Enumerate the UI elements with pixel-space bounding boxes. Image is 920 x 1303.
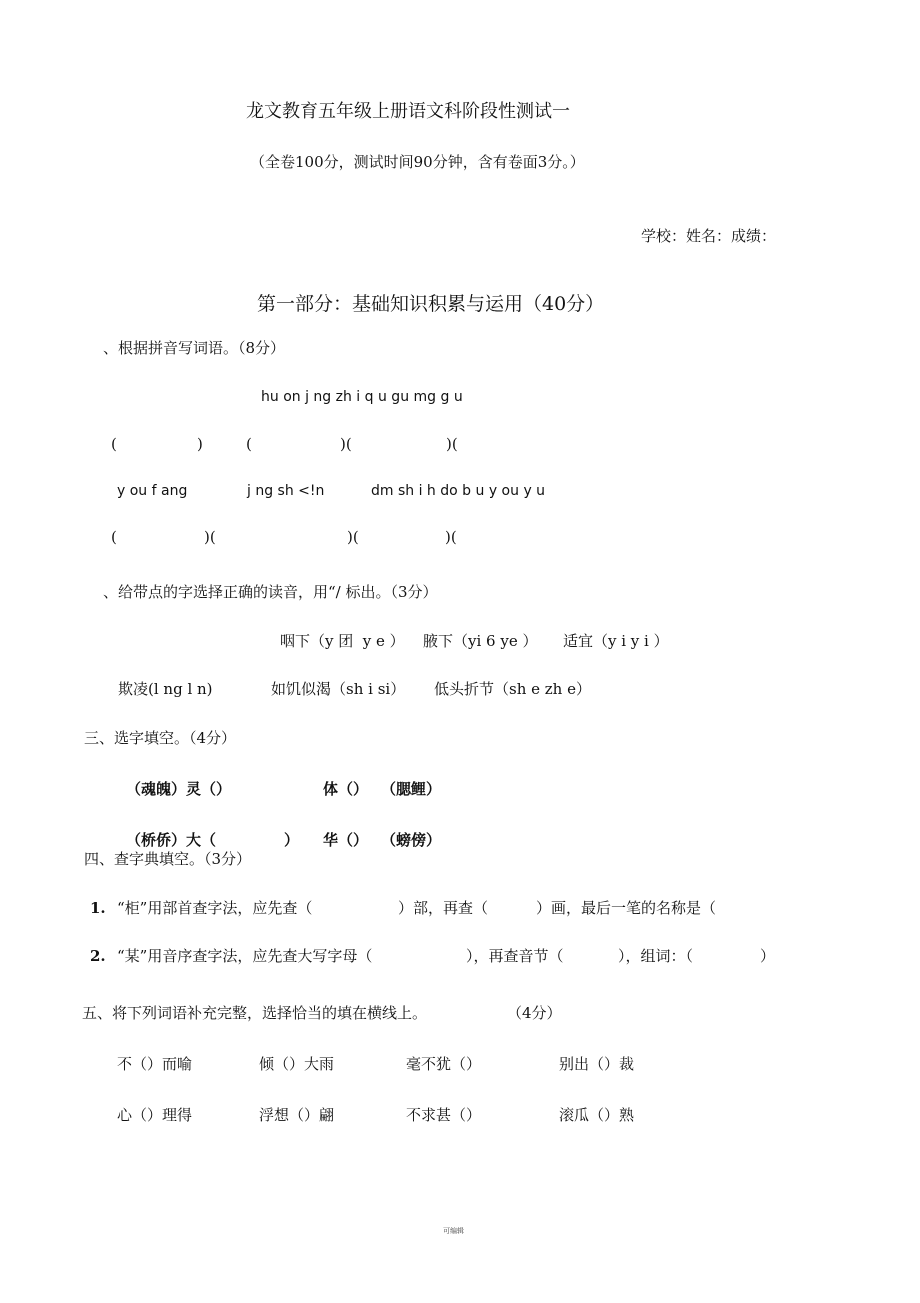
q1-blank-paren: )( <box>204 528 216 546</box>
q4-item-number: 1. <box>90 899 106 917</box>
exam-title: 龙文教育五年级上册语文科阶段性测试一 <box>246 101 570 122</box>
q5-idiom: 心（）理得 <box>117 1106 193 1124</box>
q1-blank-paren: ( <box>111 528 117 546</box>
q2-item: 咽下（y 团 y e ） <box>280 632 405 650</box>
exam-subtitle: （全卷100分，测试时间90分钟，含有卷面3分。） <box>250 153 585 171</box>
q2-item: 欺凌(l ng l n) <box>118 680 213 698</box>
q4-item-text: “某”用音序查字法，应先查大写字母（ <box>117 947 373 965</box>
q1-blank-paren: ( <box>111 435 117 453</box>
q2-item: 适宜（y i y i ） <box>563 632 669 650</box>
q4-item-text: ）部，再查（ <box>398 899 489 917</box>
q4-item-text: ）画，最后一笔的名称是（ <box>536 899 717 917</box>
footer-note: 可编辑 <box>443 1227 464 1235</box>
part1-heading: 第一部分：基础知识积累与运用（40分） <box>257 293 605 315</box>
q3-item: （桥侨）大（ <box>126 831 217 849</box>
q5-idiom: 不（）而喻 <box>117 1055 193 1073</box>
q5-idiom: 不求甚（） <box>406 1106 482 1124</box>
q4-item-text: ） <box>760 947 776 965</box>
q4-item-text: “柜”用部首查字法，应先查（ <box>117 899 313 917</box>
q3-item: ） <box>284 831 300 849</box>
q1-blank-paren: )( <box>445 528 457 546</box>
q4-title: 四、查字典填空。（3分） <box>84 850 252 868</box>
q1-title: 、根据拼音写词语。（8分） <box>103 339 286 357</box>
q1-blank-paren: ( <box>246 435 252 453</box>
q3-item: （魂魄）灵（） <box>126 780 232 798</box>
q3-item: （螃傍） <box>381 831 442 849</box>
q1-blank-paren: )( <box>347 528 359 546</box>
q4-item-text: ），组词：（ <box>618 947 694 965</box>
q1-pinyin-word: j ng sh <!n <box>247 483 325 499</box>
q2-item: 腋下（yi 6 ye ） <box>423 632 538 650</box>
q1-blank-paren: ) <box>197 435 203 453</box>
q3-item: 华（） <box>323 831 369 849</box>
info-fields: 学校：姓名：成绩： <box>641 227 777 245</box>
q3-item: 体（） <box>323 780 369 798</box>
q5-title: 五、将下列词语补充完整，选择恰当的填在横线上。 <box>82 1004 428 1022</box>
q1-blank-paren: )( <box>446 435 458 453</box>
q5-idiom: 浮想（）翩 <box>259 1106 335 1124</box>
q1-pinyin-row1: hu on j ng zh i q u gu mg g u <box>261 389 463 405</box>
q1-blank-paren: )( <box>340 435 352 453</box>
q4-item-number: 2. <box>90 947 106 965</box>
q1-pinyin-word: dm sh i h do b u y ou y u <box>371 483 546 499</box>
q1-pinyin-word: y ou f ang <box>117 483 188 499</box>
q2-item: 如饥似渴（sh i si） <box>271 680 406 698</box>
q3-title: 三、选字填空。（4分） <box>84 729 237 747</box>
q3-item: （腮鲤） <box>381 780 442 798</box>
q5-idiom: 别出（）裁 <box>559 1055 635 1073</box>
q5-idiom: 毫不犹（） <box>406 1055 482 1073</box>
q5-score: （4分） <box>507 1004 562 1022</box>
q5-idiom: 倾（）大雨 <box>259 1055 335 1073</box>
q4-item-text: ），再查音节（ <box>466 947 564 965</box>
q2-item: 低头折节（sh e zh e） <box>434 680 591 698</box>
q5-idiom: 滚瓜（）熟 <box>559 1106 635 1124</box>
q2-title: 、给带点的字选择正确的读音，用“/ 标出。（3分） <box>103 583 438 601</box>
